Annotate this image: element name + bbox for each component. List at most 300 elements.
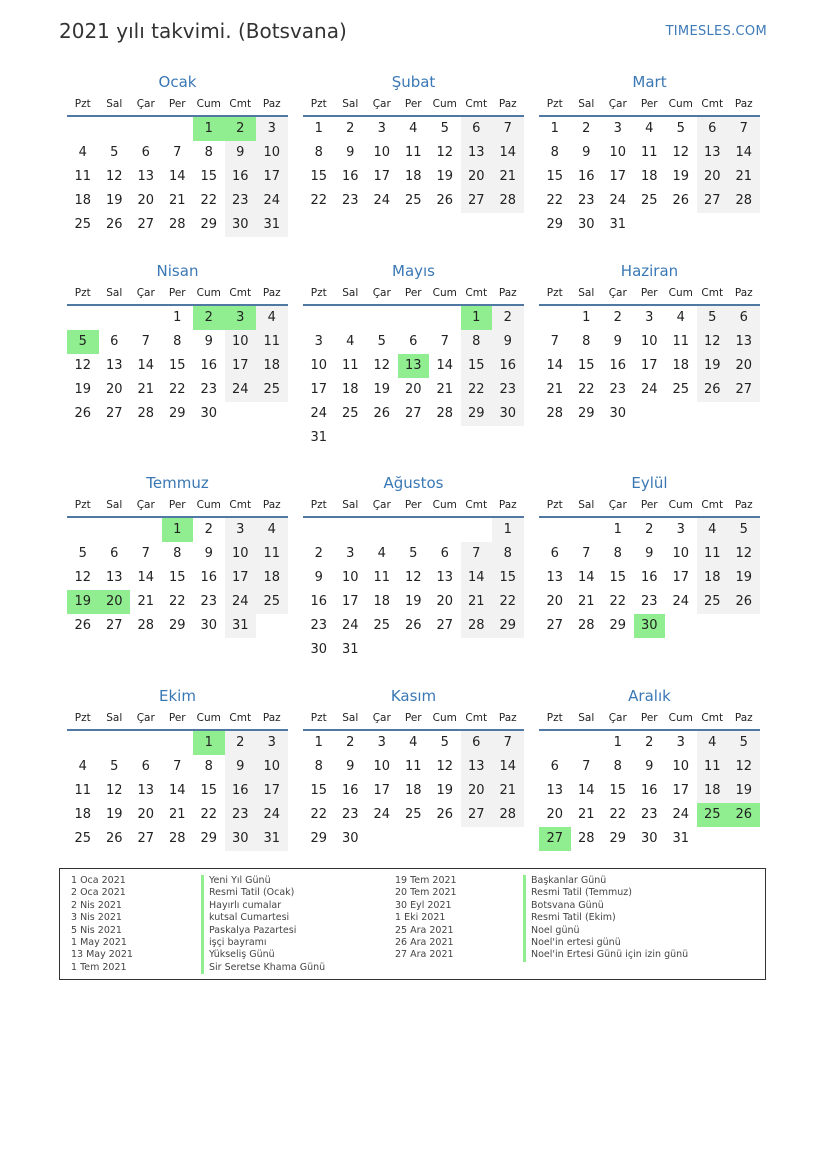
month-11 (303, 684, 524, 851)
day-cell: 12 (105, 783, 123, 798)
legend-date: 1 Tem 2021 (71, 961, 127, 973)
day-cell: 6 (110, 334, 119, 349)
day-cell: 19 (697, 354, 729, 378)
day-cell: 20 (697, 165, 729, 189)
day-cell: 27 (728, 378, 760, 402)
day-cell: 24 (373, 193, 391, 208)
day-cell: 3 (613, 121, 622, 136)
day-cell: 3 (256, 731, 288, 755)
day-cell: 29 (577, 406, 595, 421)
day-cell: 8 (492, 542, 524, 566)
day-cell: 12 (728, 755, 760, 779)
day-cell: 27 (436, 618, 454, 633)
legend-holiday-name: Resmi Tatil (Ekim) (523, 912, 688, 924)
day-cell: 30 (200, 406, 218, 421)
day-grid (303, 518, 524, 662)
day-cell: 8 (314, 145, 323, 160)
day-cell: 12 (74, 358, 92, 373)
day-cell: 30 (310, 642, 328, 657)
day-cell: 30 (225, 213, 257, 237)
weekday-label: Cum (432, 499, 457, 511)
weekday-label: Cmt (229, 499, 252, 511)
day-cell: 20 (404, 382, 422, 397)
weekday-label: Cmt (465, 499, 488, 511)
day-cell: 20 (461, 165, 493, 189)
day-cell: 22 (168, 382, 186, 397)
day-cell: 23 (609, 382, 627, 397)
day-cell: 18 (697, 566, 729, 590)
day-cell: 2 (346, 735, 355, 750)
day-cell: 9 (204, 546, 213, 561)
holiday-legend (59, 868, 766, 980)
day-cell: 15 (200, 783, 218, 798)
day-cell: 10 (672, 546, 690, 561)
empty-cell (539, 518, 571, 542)
month-name: Mart (632, 73, 667, 91)
day-cell: 28 (546, 406, 564, 421)
day-cell: 21 (137, 382, 155, 397)
weekday-label: Per (404, 712, 422, 724)
day-cell: 17 (373, 169, 391, 184)
weekday-label: Paz (262, 712, 281, 724)
weekday-label: Cmt (701, 287, 724, 299)
empty-cell (162, 117, 194, 141)
day-cell: 19 (74, 382, 92, 397)
day-cell: 24 (310, 406, 328, 421)
day-cell: 7 (492, 117, 524, 141)
day-cell: 23 (640, 594, 658, 609)
day-cell: 24 (672, 594, 690, 609)
month-9 (539, 471, 760, 638)
day-cell: 28 (168, 831, 186, 846)
day-cell: 31 (672, 831, 690, 846)
day-cell: 13 (546, 570, 564, 585)
day-cell: 17 (256, 779, 288, 803)
day-cell: 3 (377, 121, 386, 136)
day-cell: 22 (168, 594, 186, 609)
day-cell: 26 (74, 618, 92, 633)
day-cell: 30 (341, 831, 359, 846)
day-cell: 9 (645, 546, 654, 561)
day-cell: 3 (676, 522, 685, 537)
day-cell: 1 (314, 121, 323, 136)
day-cell: 29 (168, 406, 186, 421)
day-cell: 13 (137, 169, 155, 184)
legend-holiday-name: Noel'in Ertesi Günü için izin günü (523, 949, 688, 961)
legend-holiday-name: Yeni Yıl Günü (201, 875, 325, 887)
day-cell: 31 (256, 213, 288, 237)
day-cell: 29 (200, 217, 218, 232)
holiday-day-cell: 2 (225, 117, 257, 141)
day-cell: 8 (314, 759, 323, 774)
weekday-label: Pzt (74, 287, 91, 299)
day-cell: 18 (256, 566, 288, 590)
weekday-header (303, 94, 524, 117)
day-cell: 17 (672, 783, 690, 798)
day-cell: 26 (436, 807, 454, 822)
day-cell: 2 (645, 735, 654, 750)
day-grid (303, 731, 524, 851)
day-cell: 29 (546, 217, 564, 232)
legend-holiday-name: Hayırlı cumalar (201, 900, 325, 912)
day-cell: 18 (256, 354, 288, 378)
weekday-label: Paz (734, 499, 753, 511)
weekday-label: Per (640, 98, 658, 110)
day-cell: 28 (137, 406, 155, 421)
day-cell: 7 (728, 117, 760, 141)
day-cell: 8 (173, 546, 182, 561)
day-cell: 25 (697, 590, 729, 614)
day-cell: 7 (550, 334, 559, 349)
weekday-label: Paz (734, 712, 753, 724)
day-cell: 10 (310, 358, 328, 373)
weekday-header (539, 495, 760, 518)
day-cell: 14 (461, 566, 493, 590)
day-cell: 19 (436, 783, 454, 798)
day-cell: 31 (341, 642, 359, 657)
empty-cell (398, 306, 430, 330)
weekday-label: Sal (106, 98, 123, 110)
day-cell: 28 (137, 618, 155, 633)
day-cell: 5 (728, 731, 760, 755)
day-cell: 3 (676, 735, 685, 750)
day-cell: 14 (492, 755, 524, 779)
weekday-label: Paz (262, 499, 281, 511)
day-cell: 17 (672, 570, 690, 585)
day-cell: 21 (461, 590, 493, 614)
weekday-label: Çar (608, 287, 627, 299)
month-4 (67, 259, 288, 426)
day-cell: 15 (310, 783, 328, 798)
day-cell: 11 (256, 542, 288, 566)
day-cell: 18 (74, 193, 92, 208)
day-cell: 29 (310, 831, 328, 846)
month-name: Eylül (631, 474, 668, 492)
day-cell: 30 (492, 402, 524, 426)
day-cell: 11 (404, 145, 422, 160)
day-cell: 8 (204, 759, 213, 774)
weekday-label: Cum (668, 499, 693, 511)
day-cell: 26 (373, 406, 391, 421)
weekday-label: Sal (578, 712, 595, 724)
weekday-label: Per (640, 499, 658, 511)
weekday-label: Sal (578, 98, 595, 110)
legend-date: 25 Ara 2021 (395, 924, 454, 936)
day-grid (539, 117, 760, 237)
empty-cell (99, 117, 131, 141)
legend-date: 19 Tem 2021 (395, 875, 457, 886)
day-cell: 15 (577, 358, 595, 373)
day-cell: 21 (728, 165, 760, 189)
weekday-label: Sal (106, 287, 123, 299)
day-cell: 22 (310, 193, 328, 208)
holiday-day-cell: 13 (398, 354, 430, 378)
weekday-label: Çar (372, 712, 391, 724)
day-grid (67, 117, 288, 237)
legend-date: 3 Nis 2021 (71, 912, 122, 924)
day-cell: 5 (697, 306, 729, 330)
day-grid (539, 306, 760, 426)
weekday-label: Paz (262, 287, 281, 299)
day-cell: 13 (105, 570, 123, 585)
day-cell: 29 (609, 831, 627, 846)
weekday-header (67, 495, 288, 518)
month-1 (67, 70, 288, 237)
day-cell: 28 (577, 831, 595, 846)
weekday-label: Per (168, 712, 186, 724)
day-cell: 27 (461, 189, 493, 213)
day-cell: 5 (440, 735, 449, 750)
weekday-label: Cum (196, 98, 221, 110)
weekday-label: Cum (668, 287, 693, 299)
day-cell: 23 (577, 193, 595, 208)
day-cell: 31 (609, 217, 627, 232)
day-cell: 1 (492, 518, 524, 542)
day-cell: 7 (173, 145, 182, 160)
weekday-label: Paz (498, 98, 517, 110)
day-cell: 18 (697, 779, 729, 803)
day-cell: 16 (341, 783, 359, 798)
day-cell: 15 (609, 570, 627, 585)
weekday-label: Sal (342, 287, 359, 299)
day-cell: 26 (74, 406, 92, 421)
day-cell: 18 (640, 169, 658, 184)
day-cell: 9 (582, 145, 591, 160)
day-cell: 6 (550, 759, 559, 774)
day-cell: 19 (105, 193, 123, 208)
empty-cell (130, 731, 162, 755)
day-cell: 19 (728, 779, 760, 803)
day-cell: 30 (577, 217, 595, 232)
day-cell: 13 (105, 358, 123, 373)
empty-cell (67, 731, 99, 755)
day-cell: 4 (78, 145, 87, 160)
legend-date: 5 Nis 2021 (71, 924, 122, 936)
day-cell: 30 (640, 831, 658, 846)
day-cell: 2 (204, 522, 213, 537)
day-cell: 8 (461, 330, 493, 354)
empty-cell (130, 306, 162, 330)
day-cell: 4 (256, 306, 288, 330)
month-3 (539, 70, 760, 237)
empty-cell (162, 731, 194, 755)
empty-cell (398, 518, 430, 542)
day-cell: 22 (200, 807, 218, 822)
day-cell: 14 (577, 783, 595, 798)
month-name: Ekim (159, 687, 196, 705)
day-cell: 6 (409, 334, 418, 349)
day-cell: 12 (728, 542, 760, 566)
weekday-label: Cum (432, 712, 457, 724)
day-cell: 21 (137, 594, 155, 609)
day-cell: 8 (173, 334, 182, 349)
day-cell: 19 (672, 169, 690, 184)
day-cell: 31 (310, 430, 328, 445)
day-cell: 25 (672, 382, 690, 397)
day-cell: 13 (461, 755, 493, 779)
day-cell: 25 (341, 406, 359, 421)
day-cell: 15 (546, 169, 564, 184)
legend-date: 30 Eyl 2021 (395, 899, 452, 911)
day-cell: 4 (409, 121, 418, 136)
day-cell: 7 (173, 759, 182, 774)
month-2 (303, 70, 524, 213)
weekday-label: Çar (136, 98, 155, 110)
day-cell: 24 (640, 382, 658, 397)
weekday-label: Çar (608, 499, 627, 511)
day-cell: 27 (105, 618, 123, 633)
day-cell: 11 (256, 330, 288, 354)
day-cell: 28 (436, 406, 454, 421)
weekday-label: Per (404, 287, 422, 299)
page-title: 2021 yılı takvimi. (Botsvana) (59, 19, 347, 43)
weekday-label: Paz (734, 287, 753, 299)
empty-cell (303, 306, 335, 330)
holiday-day-cell: 1 (193, 117, 225, 141)
weekday-label: Çar (372, 98, 391, 110)
weekday-label: Per (404, 499, 422, 511)
weekday-label: Çar (136, 712, 155, 724)
day-cell: 17 (225, 354, 257, 378)
empty-cell (67, 117, 99, 141)
day-cell: 21 (168, 193, 186, 208)
day-cell: 21 (492, 165, 524, 189)
day-cell: 4 (377, 546, 386, 561)
day-cell: 19 (404, 594, 422, 609)
day-cell: 16 (577, 169, 595, 184)
day-cell: 27 (546, 618, 564, 633)
day-cell: 10 (672, 759, 690, 774)
weekday-label: Pzt (546, 98, 563, 110)
legend-left-dates (71, 875, 133, 974)
day-cell: 16 (225, 165, 257, 189)
day-cell: 16 (640, 783, 658, 798)
legend-date: 2 Nis 2021 (71, 899, 122, 911)
day-cell: 26 (404, 618, 422, 633)
day-cell: 4 (78, 759, 87, 774)
day-cell: 1 (613, 735, 622, 750)
legend-holiday-name: işçi bayramı (201, 937, 325, 949)
day-cell: 25 (74, 217, 92, 232)
day-grid (67, 731, 288, 851)
day-cell: 10 (640, 334, 658, 349)
day-cell: 13 (728, 330, 760, 354)
month-name: Şubat (391, 73, 436, 91)
day-cell: 7 (582, 546, 591, 561)
day-cell: 6 (728, 306, 760, 330)
weekday-label: Paz (498, 287, 517, 299)
day-cell: 1 (582, 310, 591, 325)
legend-right-names (523, 875, 688, 962)
day-cell: 10 (256, 141, 288, 165)
weekday-label: Paz (734, 98, 753, 110)
day-cell: 14 (546, 358, 564, 373)
day-cell: 26 (436, 193, 454, 208)
day-cell: 14 (728, 141, 760, 165)
day-cell: 11 (672, 334, 690, 349)
day-cell: 1 (550, 121, 559, 136)
day-cell: 10 (341, 570, 359, 585)
holiday-day-cell: 19 (67, 590, 99, 614)
day-cell: 17 (310, 382, 328, 397)
day-cell: 3 (346, 546, 355, 561)
day-cell: 14 (168, 169, 186, 184)
month-name: Nisan (156, 262, 199, 280)
empty-cell (571, 731, 603, 755)
month-12 (539, 684, 760, 851)
day-cell: 7 (141, 546, 150, 561)
day-cell: 24 (672, 807, 690, 822)
day-cell: 22 (577, 382, 595, 397)
day-cell: 9 (613, 334, 622, 349)
weekday-label: Per (168, 499, 186, 511)
day-cell: 16 (640, 570, 658, 585)
day-cell: 27 (461, 803, 493, 827)
day-cell: 5 (440, 121, 449, 136)
day-cell: 29 (200, 831, 218, 846)
legend-holiday-name: Noel'in ertesi günü (523, 937, 688, 949)
brand-link[interactable]: TIMESLES.COM (665, 24, 767, 39)
day-cell: 23 (341, 807, 359, 822)
legend-date: 1 May 2021 (71, 936, 127, 948)
day-cell: 6 (440, 546, 449, 561)
day-cell: 18 (404, 783, 422, 798)
legend-holiday-name: Başkanlar Günü (523, 875, 688, 887)
legend-left-names (201, 875, 325, 974)
empty-cell (571, 518, 603, 542)
day-cell: 20 (436, 594, 454, 609)
day-cell: 4 (346, 334, 355, 349)
month-5 (303, 259, 524, 450)
holiday-day-cell: 1 (461, 306, 493, 330)
day-cell: 12 (105, 169, 123, 184)
empty-cell (335, 518, 367, 542)
day-cell: 23 (225, 189, 257, 213)
weekday-label: Çar (136, 499, 155, 511)
day-cell: 3 (256, 117, 288, 141)
day-cell: 14 (577, 570, 595, 585)
day-cell: 2 (613, 310, 622, 325)
day-cell: 30 (200, 618, 218, 633)
day-cell: 26 (105, 831, 123, 846)
day-cell: 28 (492, 189, 524, 213)
day-cell: 5 (377, 334, 386, 349)
day-cell: 16 (225, 779, 257, 803)
weekday-label: Pzt (74, 712, 91, 724)
day-cell: 14 (168, 783, 186, 798)
day-cell: 24 (256, 803, 288, 827)
day-cell: 18 (74, 807, 92, 822)
day-cell: 17 (609, 169, 627, 184)
day-cell: 29 (609, 618, 627, 633)
day-cell: 18 (341, 382, 359, 397)
day-cell: 9 (225, 141, 257, 165)
empty-cell (539, 306, 571, 330)
day-cell: 2 (645, 522, 654, 537)
weekday-label: Cmt (701, 712, 724, 724)
day-cell: 26 (697, 378, 729, 402)
day-cell: 13 (137, 783, 155, 798)
day-cell: 25 (74, 831, 92, 846)
day-cell: 16 (609, 358, 627, 373)
empty-cell (539, 731, 571, 755)
legend-date: 2 Oca 2021 (71, 887, 126, 899)
day-cell: 5 (78, 546, 87, 561)
day-cell: 17 (256, 165, 288, 189)
weekday-label: Pzt (74, 98, 91, 110)
day-cell: 9 (225, 755, 257, 779)
day-cell: 9 (314, 570, 323, 585)
